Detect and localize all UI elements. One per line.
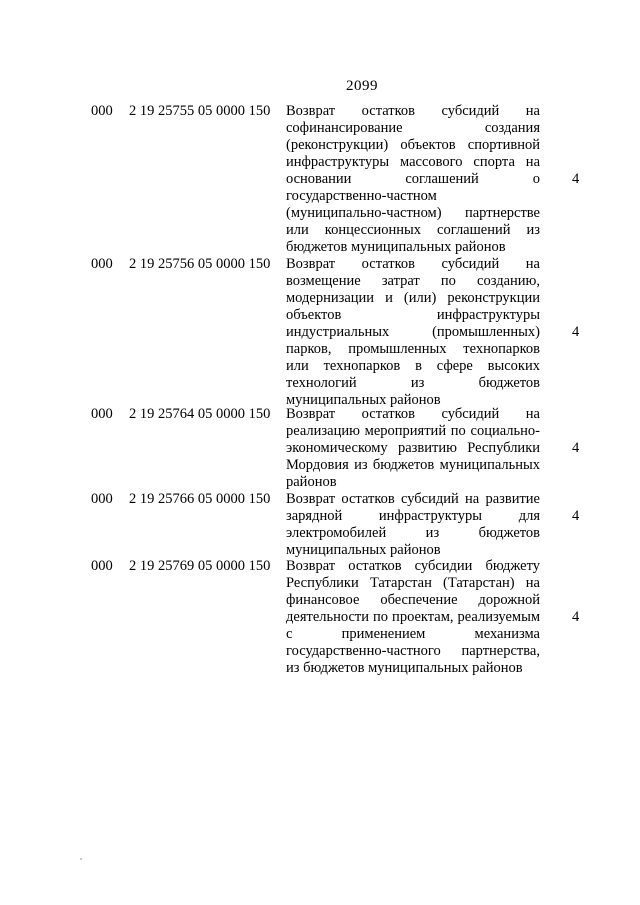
description-line: электромобилей из бюджетов bbox=[286, 525, 540, 541]
description-line: финансовое обеспечение дорожной bbox=[286, 592, 540, 608]
description-line: районов bbox=[286, 474, 337, 490]
amount: 4 bbox=[572, 609, 580, 625]
description-line: парков, промышленных технопарков bbox=[286, 341, 540, 357]
description-line: инфраструктуры массового спорта на bbox=[286, 154, 540, 170]
description-line: государственно-частного партнерства, bbox=[286, 643, 540, 659]
admin-code: 000 bbox=[91, 406, 113, 422]
description-line: Возврат остатков субсидий на bbox=[286, 256, 540, 272]
admin-code: 000 bbox=[91, 558, 113, 574]
description-line: бюджетов муниципальных районов bbox=[286, 239, 506, 255]
admin-code: 000 bbox=[91, 491, 113, 507]
description-line: основании соглашений о bbox=[286, 171, 540, 187]
description-line: реализацию мероприятий по социально- bbox=[286, 423, 540, 439]
budget-classification-code: 2 19 25756 05 0000 150 bbox=[129, 256, 271, 272]
budget-classification-code: 2 19 25766 05 0000 150 bbox=[129, 491, 271, 507]
description-line: (муниципально-частном) партнерстве bbox=[286, 205, 540, 221]
budget-classification-code: 2 19 25764 05 0000 150 bbox=[129, 406, 271, 422]
description-line: Возврат остатков субсидий на bbox=[286, 103, 540, 119]
description-line: Возврат остатков субсидий на развитие bbox=[286, 491, 540, 507]
description-line: Республики Татарстан (Татарстан) на bbox=[286, 575, 540, 591]
description-line: (реконструкции) объектов спортивной bbox=[286, 137, 540, 153]
description bbox=[286, 103, 540, 256]
description-line: деятельности по проектам, реализуемым bbox=[286, 609, 540, 625]
admin-code: 000 bbox=[91, 256, 113, 272]
description-line: возмещение затрат по созданию, bbox=[286, 273, 540, 289]
description-line: софинансирование создания bbox=[286, 120, 540, 136]
description bbox=[286, 491, 540, 559]
description-line: с применением механизма bbox=[286, 626, 540, 642]
amount: 4 bbox=[572, 440, 580, 456]
admin-code: 000 bbox=[91, 103, 113, 119]
description-line: муниципальных районов bbox=[286, 542, 441, 558]
amount: 4 bbox=[572, 324, 580, 340]
amount: 4 bbox=[572, 171, 580, 187]
description-line: муниципальных районов bbox=[286, 392, 441, 408]
description-line: или концессионных соглашений из bbox=[286, 222, 540, 238]
description-line: индустриальных (промышленных) bbox=[286, 324, 540, 340]
description-line: государственно-частном bbox=[286, 188, 437, 204]
description-line: Возврат остатков субсидий на bbox=[286, 406, 540, 422]
description-line: экономическому развитию Республики bbox=[286, 440, 540, 456]
description bbox=[286, 558, 540, 677]
page-number: 2099 bbox=[346, 78, 378, 94]
description-line: или технопарков в сфере высоких bbox=[286, 358, 540, 374]
amount: 4 bbox=[572, 508, 580, 524]
description-line: Возврат остатков субсидии бюджету bbox=[286, 558, 540, 574]
description-line: Мордовия из бюджетов муниципальных bbox=[286, 457, 540, 473]
description-line: модернизации и (или) реконструкции bbox=[286, 290, 540, 306]
description-line: объектов инфраструктуры bbox=[286, 307, 540, 323]
description-line: из бюджетов муниципальных районов bbox=[286, 660, 523, 676]
budget-classification-code: 2 19 25755 05 0000 150 bbox=[129, 103, 271, 119]
description bbox=[286, 256, 540, 409]
description-line: зарядной инфраструктуры для bbox=[286, 508, 540, 524]
scan-artifact bbox=[80, 858, 82, 860]
description bbox=[286, 406, 540, 491]
description-line: технологий из бюджетов bbox=[286, 375, 540, 391]
budget-classification-code: 2 19 25769 05 0000 150 bbox=[129, 558, 271, 574]
